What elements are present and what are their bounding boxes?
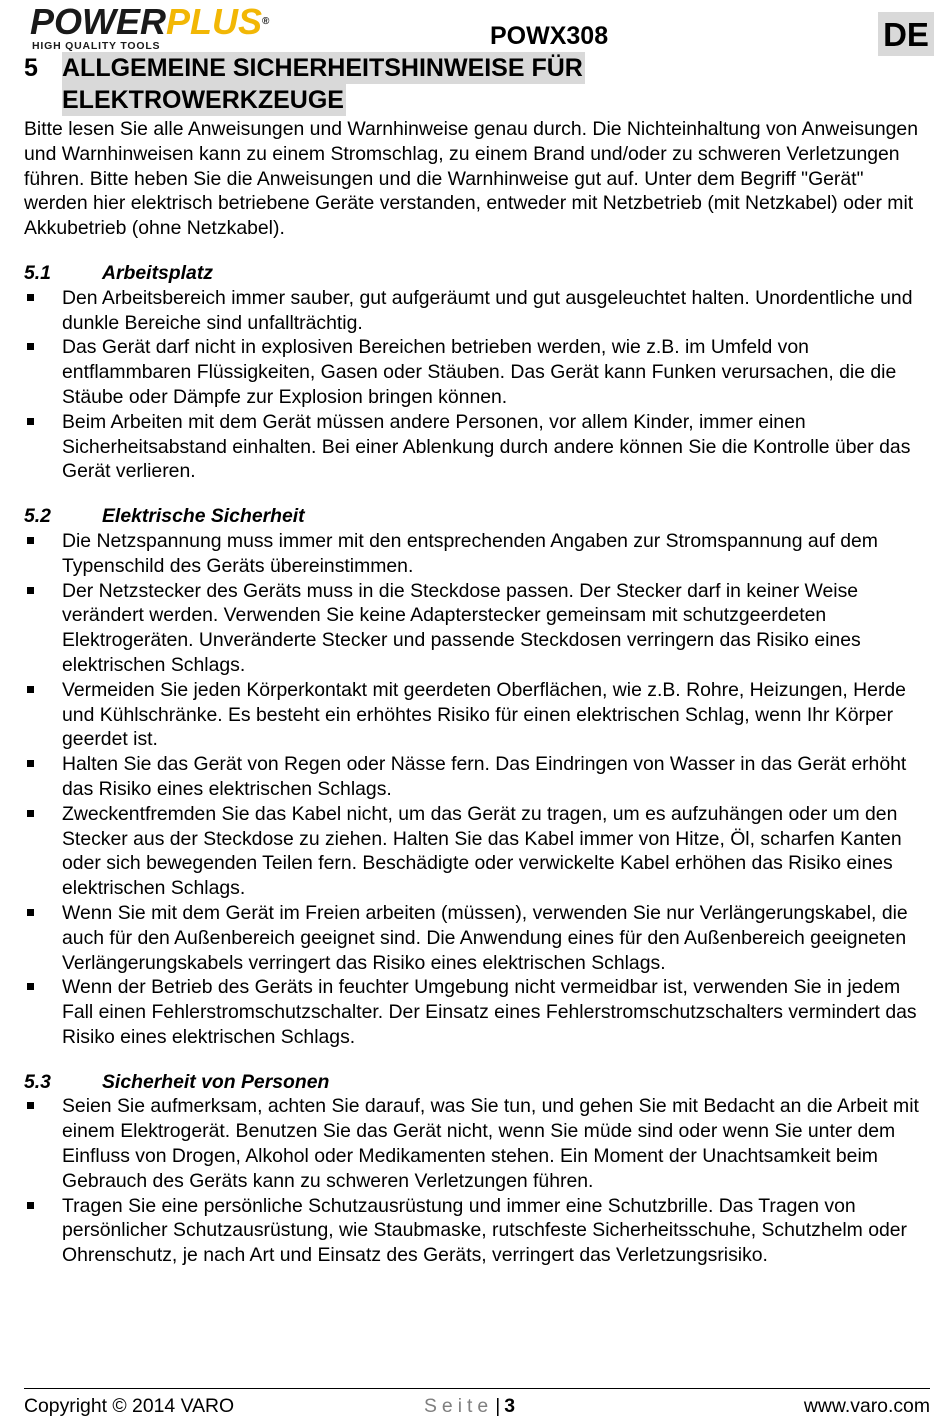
list-item-text: Den Arbeitsbereich immer sauber, gut aufgeräumt und gut ausgeleuchtet halten. Unordentliche und dunkle Bereiche sind unfallträchtig. xyxy=(62,286,913,334)
list-item xyxy=(24,410,924,484)
subsection-title: Arbeitsplatz xyxy=(102,261,213,284)
subsection-title: Sicherheit von Personen xyxy=(102,1070,330,1093)
list-item xyxy=(24,335,924,409)
list-item xyxy=(24,579,924,678)
bullet-icon xyxy=(27,1102,34,1109)
section-number: 5 xyxy=(24,54,38,82)
logo-tagline: HIGH QUALITY TOOLS xyxy=(32,40,161,52)
logo-word-plus: PLUS xyxy=(166,1,263,42)
list-item xyxy=(24,678,924,752)
subsection-number: 5.1 xyxy=(24,261,51,284)
list-item xyxy=(24,286,924,336)
language-badge: DE xyxy=(878,12,934,56)
bullet-icon xyxy=(27,343,34,350)
list-item xyxy=(24,1194,924,1268)
bullet-icon xyxy=(27,1202,34,1209)
subsection-number: 5.2 xyxy=(24,505,51,528)
subsection-list-5-1 xyxy=(24,286,924,484)
list-item xyxy=(24,529,924,579)
page-label: Seite xyxy=(424,1395,494,1417)
bullet-icon xyxy=(27,760,34,767)
bullet-icon xyxy=(27,909,34,916)
list-item-text: Halten Sie das Gerät von Regen oder Nässe fern. Das Eindringen von Wasser in das Gerät erhöht das Risiko eines elektrischen Schlags. xyxy=(62,753,907,800)
list-item xyxy=(24,975,924,1049)
document-body xyxy=(24,117,924,1288)
page-footer xyxy=(24,1392,930,1420)
list-item-text: Zweckentfremden Sie das Kabel nicht, um das Gerät zu tragen, um es aufzuhängen oder um den Stecker aus der Steckdose zu ziehen. Halten Sie das Kabel immer von Hitze, Öl, scharfen Kanten oder sich bewegenden Teilen fern. Beschädigte oder verwickelte Kabel erhöhen das Risiko eines elektrischen Schlags. xyxy=(62,802,902,900)
subsection-list-5-3 xyxy=(24,1094,924,1268)
list-item xyxy=(24,802,924,901)
page-indicator xyxy=(424,1392,515,1420)
list-item-text: Die Netzspannung muss immer mit den entsprechenden Angaben zur Stromspannung auf dem Typenschild des Geräts übereinstimmen. xyxy=(62,529,878,577)
model-number: POWX308 xyxy=(490,22,609,50)
bullet-icon xyxy=(27,686,34,693)
list-item-text: Seien Sie aufmerksam, achten Sie darauf, was Sie tun, und gehen Sie mit Bedacht an die Arbeit mit einem Elektrogerät. Benutzen Sie das Gerät nicht, wenn Sie müde sind oder wenn Sie unter dem Einfluss von Drogen, Alkohol oder Medikamenten stehen. Ein Moment der Unachtsamkeit beim Gebrauch des Geräts kann zu schweren Verletzungen führen. xyxy=(62,1095,919,1192)
subsection-heading-5-1 xyxy=(24,261,924,286)
intro-paragraph: Bitte lesen Sie alle Anweisungen und Warnhinweise genau durch. Die Nichteinhaltung von Anweisungen und Warnhinweisen kann zu einem Stromschlag, zu einem Brand und/oder zu schweren Verletzungen führen. Bitte heben Sie die Anweisungen und die Warnhinweise gut auf. Unter dem Begriff "Gerät" werden hier elektrisch betriebene Geräte verstanden, entweder mit Netzbetrieb (mit Netzkabel) oder mit Akkubetrieb (ohne Netzkabel). xyxy=(24,118,918,240)
list-item-text: Vermeiden Sie jeden Körperkontakt mit geerdeten Oberflächen, wie z.B. Rohre, Heizungen, Herde und Kühlschränke. Es besteht ein erhöhtes Risiko für einen elektrischen Schlag, wenn Ihr Körper geerdet ist. xyxy=(62,678,906,751)
subsection-heading-5-3 xyxy=(24,1070,924,1095)
subsection-list-5-2 xyxy=(24,529,924,1050)
powerplus-logo xyxy=(30,1,300,52)
bullet-icon xyxy=(27,810,34,817)
bullet-icon xyxy=(27,537,34,544)
section-title-line-1: ALLGEMEINE SICHERHEITSHINWEISE FÜR xyxy=(62,54,583,82)
logo-wordmark xyxy=(30,1,300,42)
bullet-icon xyxy=(27,983,34,990)
page-separator: | xyxy=(495,1395,501,1417)
list-item-text: Wenn der Betrieb des Geräts in feuchter Umgebung nicht vermeidbar ist, verwenden Sie in jedem Fall einen Fehlerstromschutzschalter. Der Einsatz eines Fehlerstromschutzschalters vermindert das Risiko eines elektrischen Schlags. xyxy=(62,976,917,1048)
section-title-line-2: ELEKTROWERKZEUGE xyxy=(62,86,344,114)
subsection-title: Elektrische Sicherheit xyxy=(102,505,305,528)
list-item xyxy=(24,901,924,975)
bullet-icon xyxy=(27,418,34,425)
footer-divider xyxy=(24,1388,930,1389)
list-item-text: Beim Arbeiten mit dem Gerät müssen andere Personen, vor allem Kinder, immer einen Sicherheitsabstand einhalten. Bei einer Ablenkung durch andere können Sie die Kontrolle über das Gerät verlieren. xyxy=(62,410,911,483)
subsection-heading-5-2 xyxy=(24,504,924,529)
list-item-text: Das Gerät darf nicht in explosiven Bereichen betrieben werden, wie z.B. im Umfeld von entflammbaren Flüssigkeiten, Gasen oder Stäuben. Das Gerät kann Funken verursachen, die die Stäube oder Dämpfe zur Explosion bringen können. xyxy=(62,336,897,408)
logo-word-power: POWER xyxy=(30,1,167,42)
copyright-text: Copyright © 2014 VARO xyxy=(24,1395,235,1417)
list-item xyxy=(24,1094,924,1193)
bullet-icon xyxy=(27,294,34,301)
list-item-text: Der Netzstecker des Geräts muss in die Steckdose passen. Der Stecker darf in keiner Weise verändert werden. Verwenden Sie keine Adapterstecker gemeinsam mit schutzgeerdeten Elektrogeräten. Unveränderte Stecker und passende Steckdosen verringern das Risiko eines elektrischen Schlags. xyxy=(62,579,861,676)
list-item xyxy=(24,752,924,802)
subsection-number: 5.3 xyxy=(24,1070,51,1093)
website-link[interactable]: www.varo.com xyxy=(803,1395,930,1417)
logo-registered-mark: ® xyxy=(262,16,270,27)
list-item-text: Wenn Sie mit dem Gerät im Freien arbeiten (müssen), verwenden Sie nur Verlängerungskabel, die auch für den Außenbereich geeignet sind. Die Anwendung eines für den Außenbereich geeigneten Verlängerungskabels verringert das Risiko eines elektrischen Schlags. xyxy=(62,901,908,974)
list-item-text: Tragen Sie eine persönliche Schutzausrüstung und immer eine Schutzbrille. Das Tragen von persönlicher Schutzausrüstung, wie Staubmaske, rutschfeste Sicherheitsschuhe, Schutzhelm oder Ohrenschutz, je nach Art und Einsatz des Geräts, verringert das Verletzungsrisiko. xyxy=(62,1194,908,1267)
bullet-icon xyxy=(27,587,34,594)
page-number: 3 xyxy=(504,1395,516,1417)
